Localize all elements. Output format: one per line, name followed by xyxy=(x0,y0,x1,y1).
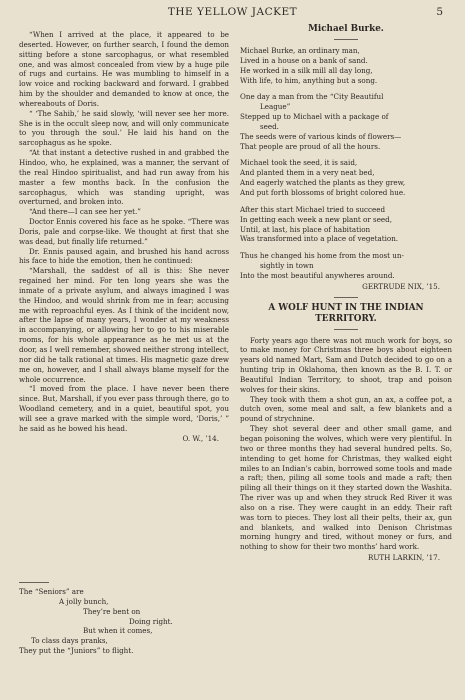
poem-line: The “Seniors” are xyxy=(19,587,84,596)
divider xyxy=(334,297,358,298)
seniors-poem xyxy=(19,582,229,656)
article-paragraph: They took with them a shot gun, an ax, a coffee pot, a dutch oven, some meal and salt, a few blankets and a pound of strychnine. xyxy=(240,394,452,424)
poem-line: One day a man from the “City Beautiful xyxy=(240,92,384,102)
poem-line: And planted them in a very neat bed, xyxy=(240,168,375,178)
page-header xyxy=(0,6,465,22)
poem-line: But when it comes, xyxy=(83,626,153,636)
story-paragraph: Dr. Ennis paused again, and brushed his hand across his face to hide the emotion, then he continued: xyxy=(19,246,229,266)
michael-burke-poem xyxy=(240,46,452,292)
story-signature: O. W., ’14. xyxy=(182,433,219,443)
poem-line: After this start Michael tried to succeed xyxy=(240,204,386,214)
poem-line: Thus he changed his home from the most un- xyxy=(240,251,404,261)
poem-line: That people are proud of all the hours. xyxy=(240,141,381,151)
poem-line: In getting each week a new plant or seed, xyxy=(240,214,392,224)
poem-line: Into the most beautiful anywheres around. xyxy=(240,270,395,280)
poem-line: Michael took the seed, it is said, xyxy=(240,158,358,168)
poem-line: sightly in town xyxy=(260,261,314,271)
story-paragraph: “And there—I can see her yet.” xyxy=(29,207,141,217)
poem-author: GERTRUDE NIX, ’15. xyxy=(362,281,440,291)
poem-line: Michael Burke, an ordinary man, xyxy=(240,46,360,55)
poem-line: They put the “Juniors” to flight. xyxy=(19,646,134,656)
poem-line: They’re bent on xyxy=(83,606,141,616)
poem-line: Stepped up to Michael with a package of xyxy=(240,112,389,122)
article-title: A WOLF HUNT IN THE INDIAN xyxy=(268,302,424,313)
poem-line: To class days pranks, xyxy=(31,636,108,646)
poem-line: Doing right. xyxy=(129,616,173,626)
poem-line: And eagerly watched the plants as they grew, xyxy=(240,178,406,188)
article-paragraph: Forty years ago there was not much work for boys, so to make money for Christmas three boys about eighteen years old named Mart, Sam and Dutch decided to go on a hunting trip in Oklahoma, then known as the B. I. T. or Beautiful Indian Territory, to shoot, trap and poison wolves for their skins. xyxy=(240,335,452,394)
article-paragraph: They shot several deer and other small game, and began poisoning the wolves, which were very plentiful. In two or three months they had several hundred pelts. So, intending to get home for Christmas, they walked eight miles to an Indian’s cabin, borrowed some tools and made a raft; then, piling all some tools and made a raft; then piling all their things on it they started down the Washita. The river was up and when they struck Red River it was also on a rise. They were caught in an eddy. Their raft was torn to pieces. They lost all their pelts, their ax, gun and blankets, and walked into Denison Christmas morning hungry and tired, without money or furs, and nothing to show for their two months’ hard work. xyxy=(240,424,452,552)
poem-line: Was transformed into a place of vegetation. xyxy=(240,234,399,244)
story-paragraph: “When I arrived at the place, it appeared to be deserted. However, on further search, I found the demon sitting before a stone sarcophagus, or what resembled one, and was almost concealed from view by a huge pile of rugs and curtains. He was mumbling to himself in a low voice and rocking backward and forward. I grabbed him by the shoulder and demanded to know at once, the whereabouts of Doris. xyxy=(19,30,229,108)
poem-line: And put forth blossoms of bright colored hue. xyxy=(240,187,406,197)
poem-line: A jolly bunch, xyxy=(59,596,109,606)
page-number: 5 xyxy=(436,6,443,18)
poem-title: Michael Burke. xyxy=(308,24,384,34)
poem-line: Until, at last, his place of habitation xyxy=(240,224,371,234)
story-paragraph: “ ‘The Sahib,’ he said slowly, ‘will never see her more. She is in the occult sleep now, and will only communicate to you through the soul.’ He laid his hand on the sarcophagus as he spoke. xyxy=(19,108,229,148)
divider xyxy=(334,329,358,330)
story-paragraph: Doctor Ennis covered his face as he spoke. “There was Doris, pale and corpse-like. We thought at first that she was dead, but finally life returned.” xyxy=(19,217,229,246)
poem-line: With life, to him, anything but a song. xyxy=(240,75,378,85)
story-paragraph: “Marshall, the saddest of all is this: She never regained her mind. For ten long years she was the inmate of a private asylum, and always imagined I was the Hindoo, and would shrink from me in fear; accusing me with reproachful eyes. As I think of the incident now, after the lapse of many years, I wonder at my weakness in accompanying, or allowing her to go to his miserable rooms, for his whole appearance as he met us at the door, as I well remember, showed neither strong intellect, nor did he talk rational at times. His magnetic gaze drew me on, however, and I shall always blame myself for the whole occurrence. xyxy=(19,266,229,384)
publication-title: THE YELLOW JACKET xyxy=(167,6,298,18)
divider xyxy=(19,582,49,583)
poem-line: He worked in a silk mill all day long, xyxy=(240,65,373,75)
story-paragraph: “I moved from the place. I have never been there since. But, Marshall, if you ever pass through there, go to Woodland cemetery, and in a quiet, beautiful spot, you will see a grave marked with the simple word, ‘Doris,’ ” he said as he bowed his head. xyxy=(19,384,229,433)
poem-line: League” xyxy=(260,102,291,112)
article-title-line2: TERRITORY. xyxy=(315,313,377,324)
poem-line: Lived in a house on a bank of sand. xyxy=(240,55,368,65)
poem-line: The seeds were of various kinds of flowers— xyxy=(240,131,402,141)
right-column xyxy=(240,24,452,563)
divider xyxy=(334,39,358,40)
story-continuation xyxy=(19,30,229,443)
poem-line: seed. xyxy=(260,121,279,131)
article-author: RUTH LARKIN, ’17. xyxy=(367,553,440,563)
story-paragraph: “At that instant a detective rushed in and grabbed the Hindoo, who, he explained, was a manner, the servant of the real Hindoo spiritualist, and had run away from his master a few months back. In the confusion the sarcophagus, which was standing upright, was overturned, and broken into. xyxy=(19,148,229,207)
